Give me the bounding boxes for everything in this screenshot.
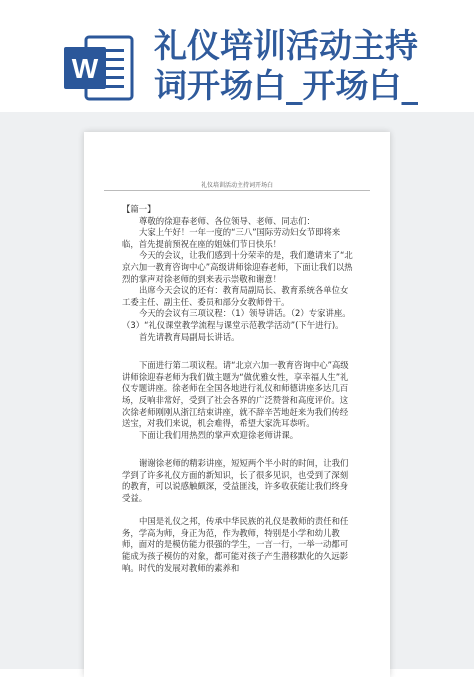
word-letter: W: [71, 53, 99, 84]
paragraph: 大家上午好！一年一度的“三八”国际劳动妇女节即将来临，首先提前预祝在座的姐妹们节日快乐！: [122, 227, 341, 249]
paragraph: 下面进行第二项议程。请“北京六加一教育咨询中心”高级讲师徐迎春老师为我们做主题为“做优雅女性，享幸福人生”礼仪专题讲座。徐老师在全国各地进行礼仪和师德讲座多达几百场，反响非常好，受到了社会各界的广泛赞誉和高度评价。这次徐老师刚刚从浙江结束讲座，就不辞辛苦地赶来为我们传经送宝，对我们来说，机会难得，希望大家洗耳恭听。: [122, 360, 349, 429]
document-body: [122, 204, 354, 574]
document-page: [84, 132, 390, 677]
paragraph: 下面让我们用热烈的掌声欢迎徐老师讲课。: [139, 429, 299, 440]
word-document-icon: [60, 31, 136, 107]
paragraph: 今天的会议，让我们感到十分荣幸的是，我们邀请来了“北京六加一教育咨询中心”高级讲师徐迎春老师，下面让我们以热烈的掌声对徐老师的到来表示崇敬和谢意！: [122, 250, 353, 284]
spacer: [122, 441, 354, 458]
section-label: 【篇一】: [122, 204, 156, 214]
banner: [0, 0, 474, 112]
paragraph: 首先请教育局副局长讲话。: [139, 331, 240, 342]
title-line-1: 礼仪培训活动主持: [154, 26, 418, 65]
title-line-2: 词开场白_开场白_: [154, 66, 418, 105]
spacer: [122, 505, 354, 517]
page-title: [154, 26, 469, 106]
running-header: 礼仪培训活动主持词开场白: [200, 182, 273, 189]
header-divider: [104, 190, 370, 191]
document-preview-area: [0, 112, 474, 669]
paragraph: 今天的会议有三项议程：（1）领导讲话。（2）专家讲座。（3）“礼仪课堂教学流程与课堂示范教学活动”(下午进行)。: [122, 308, 351, 330]
spacer: [122, 343, 354, 360]
paragraph: 中国是礼仪之邦，传承中华民族的礼仪是教师的责任和任务，学高为师，身正为范，作为教师，特别是小学和幼儿教师，面对的是模仿能力很强的学生，一言一行，一举一动都可能成为孩子模仿的对象，都可能对孩子产生潜移默化的久远影响。时代的发展对教师的素养和: [122, 516, 349, 573]
paragraph: 谢谢徐老师的精彩讲座，短短两个半小时的时间，让我们学到了许多礼仪方面的新知识，长了很多见识，也受到了深刻的教育，可以说感触颇深，受益匪浅，许多收获能让我们终身受益。: [122, 458, 349, 504]
paragraph: 出席今天会议的还有：教育局副局长、教育系统各单位女工委主任、副主任、委员和部分女教师骨干。: [122, 285, 349, 307]
paragraph: 尊敬的徐迎春老师、各位领导、老师、同志们：: [139, 215, 315, 226]
